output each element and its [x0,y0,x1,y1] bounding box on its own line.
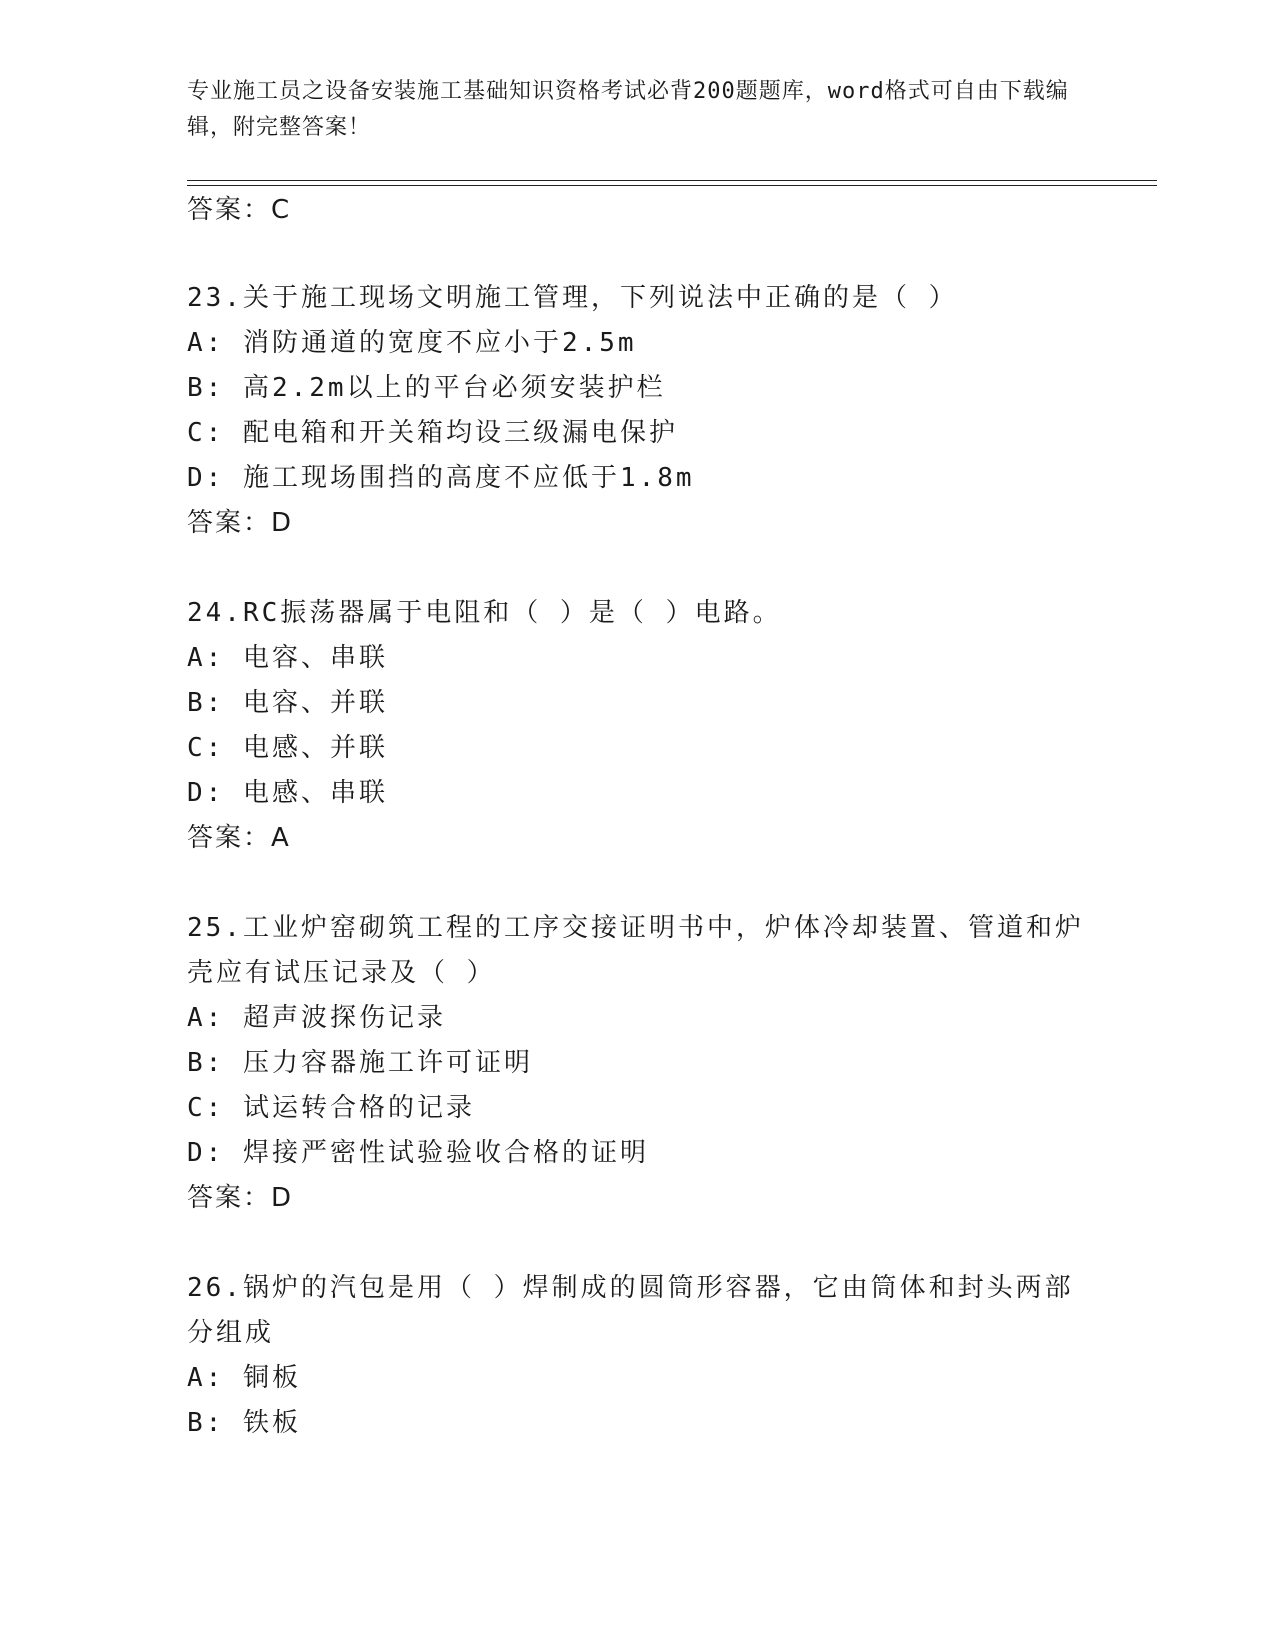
question-24-option-d: D: 电感、串联 [187,778,388,808]
question-24-answer: 答案：A [187,823,291,853]
question-23-option-b: B: 高2.2m以上的平台必须安装护栏 [187,373,666,403]
header-divider-top [187,180,1157,181]
question-26-option-b: B: 铁板 [187,1408,301,1438]
question-25-stem-line1: 25.工业炉窑砌筑工程的工序交接证明书中，炉体冷却装置、管道和炉 [187,913,1084,943]
question-24-option-c: C: 电感、并联 [187,733,388,763]
question-23-answer: 答案：D [187,508,294,538]
question-24-option-a: A: 电容、串联 [187,643,388,673]
question-24-option-b: B: 电容、并联 [187,688,388,718]
question-23-option-a: A: 消防通道的宽度不应小于2.5m [187,328,637,358]
question-26-stem-line1: 26.锅炉的汽包是用（ ）焊制成的圆筒形容器，它由筒体和封头两部 [187,1273,1074,1303]
question-25-answer: 答案：D [187,1183,294,1213]
question-23-stem: 23.关于施工现场文明施工管理，下列说法中正确的是（ ） [187,283,958,313]
question-25-option-d: D: 焊接严密性试验验收合格的证明 [187,1138,649,1168]
question-24-stem: 24.RC振荡器属于电阻和（ ）是（ ）电路。 [187,598,782,628]
question-23-option-d: D: 施工现场围挡的高度不应低于1.8m [187,463,695,493]
document-header: 专业施工员之设备安装施工基础知识资格考试必背200题题库，word格式可自由下载编辑，附完整答案！ [187,79,1069,140]
question-23-option-c: C: 配电箱和开关箱均设三级漏电保护 [187,418,678,448]
question-25-option-a: A: 超声波探伤记录 [187,1003,446,1033]
previous-answer: 答案：C [187,195,292,225]
question-26-stem-line2: 分组成 [187,1318,275,1348]
question-26-option-a: A: 铜板 [187,1363,301,1393]
question-25-option-b: B: 压力容器施工许可证明 [187,1048,533,1078]
question-25-stem-line2: 壳应有试压记录及（ ） [187,958,496,988]
header-divider-bottom [187,185,1157,186]
question-25-option-c: C: 试运转合格的记录 [187,1093,475,1123]
